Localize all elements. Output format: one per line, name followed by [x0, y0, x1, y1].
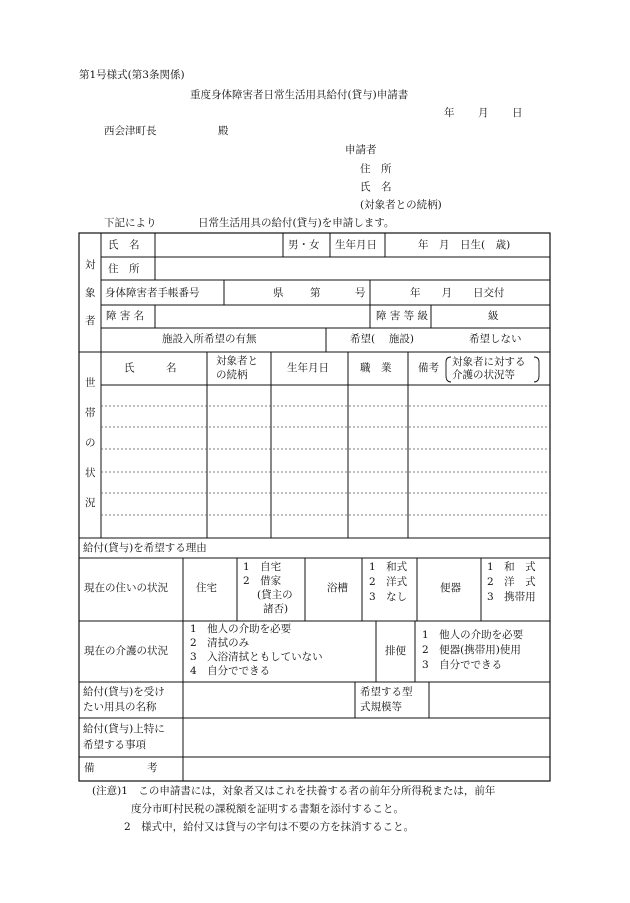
house-opt-1: 1 自宅 — [243, 561, 282, 573]
house-label: 住宅 — [196, 582, 217, 594]
bath-opt-3: 3 なし — [369, 591, 408, 603]
subject-address-label: 住 所 — [108, 263, 140, 275]
subject-name-label: 氏 名 — [108, 239, 140, 251]
toilet-opt-1: 1 和 式 — [487, 561, 536, 573]
care-opt-1: 1 他人の介助を必要 — [190, 623, 292, 635]
house-opt-3: (貸主の — [257, 589, 293, 601]
subject-side-1: 対 — [85, 259, 96, 271]
item-label-2: たい用具の名称 — [83, 701, 157, 713]
form-number: 第1号様式(第3条関係) — [79, 69, 185, 81]
house-opt-2: 2 借家 — [243, 575, 282, 587]
subject-side-2: 象 — [85, 287, 96, 299]
household-col-name: 氏 名 — [124, 362, 177, 374]
applicant-relation-label: (対象者との続柄) — [360, 199, 442, 211]
household-side-4: 状 — [85, 467, 96, 479]
household-col-notes-sub-2: 介護の状況等 — [452, 369, 515, 381]
toilet-opt-3: 3 携帯用 — [487, 591, 536, 603]
facility-not: 希望しない — [469, 333, 522, 345]
facility-label: 施設入所希望の有無 — [162, 333, 257, 345]
item-label-1: 給付(貸与)を受け — [83, 686, 165, 698]
special-label-2: 希望する事項 — [83, 739, 146, 751]
household-col-birth: 生年月日 — [287, 362, 329, 374]
subject-birth-label: 生年月日 — [335, 239, 377, 251]
care-label: 現在の介護の状況 — [84, 645, 168, 657]
care-opt-3: 3 入浴清拭ともしていない — [190, 651, 323, 663]
subject-birth-value: 年 月 日生( 歳) — [418, 239, 511, 251]
honorific: 殿 — [218, 125, 229, 137]
excretion-opt-2: 2 便器(携帯用)使用 — [422, 644, 521, 656]
subject-gender: 男・女 — [288, 239, 320, 251]
date-year: 年 — [444, 107, 455, 119]
excretion-opt-3: 3 自分でできる — [422, 659, 503, 671]
facility-want: 希望( 施設) — [350, 333, 415, 345]
handbook-issue-date: 年 月 日交付 — [410, 287, 505, 299]
house-opt-4: 諸否) — [263, 603, 289, 615]
applicant-name-label: 氏 名 — [360, 181, 392, 193]
request-suffix: 日常生活用具の給付(貸与)を申請します。 — [198, 217, 395, 229]
date-month: 月 — [478, 107, 489, 119]
reason-label: 給付(貸与)を希望する理由 — [83, 542, 207, 554]
model-label-2: 式規模等 — [360, 701, 402, 713]
household-col-relation-2: の続柄 — [216, 369, 248, 381]
household-side-1: 世 — [85, 377, 96, 389]
note-line-2: 度分市町村民税の課税額を証明する書類を添付すること。 — [131, 803, 404, 815]
household-side-2: 帯 — [85, 407, 96, 419]
note-line-3: 2 様式中，給付又は貸与の字句は不要の方を抹消すること。 — [124, 821, 415, 833]
form-title: 重度身体障害者日常生活用具給付(貸与)申請書 — [190, 89, 409, 101]
request-prefix: 下記により — [104, 217, 157, 229]
disability-grade-label: 障 害 等 級 — [376, 310, 429, 322]
toilet-label: 便器 — [440, 582, 461, 594]
model-label-1: 希望する型 — [360, 686, 413, 698]
remarks-label: 備 考 — [84, 762, 158, 774]
care-opt-2: 2 清拭のみ — [190, 637, 250, 649]
household-side-3: の — [85, 437, 96, 449]
excretion-label: 排便 — [385, 645, 406, 657]
household-side-5: 況 — [85, 497, 96, 509]
household-col-notes-sub-1: 対象者に対する — [452, 356, 526, 368]
addressee: 西会津町長 — [104, 125, 157, 137]
bath-label: 浴槽 — [327, 582, 348, 594]
handbook-label: 身体障害者手帳番号 — [105, 287, 200, 299]
note-line-1: (注意)1 この申請書には，対象者又はこれを扶養する者の前年分所得税または，前年 — [92, 785, 496, 797]
disability-name-label: 障 害 名 — [106, 310, 145, 322]
handbook-gou: 号 — [355, 287, 366, 299]
care-opt-4: 4 自分でできる — [190, 665, 271, 677]
excretion-opt-1: 1 他人の介助を必要 — [422, 629, 524, 641]
subject-side-3: 者 — [85, 315, 96, 327]
applicant-label: 申請者 — [345, 144, 377, 156]
handbook-pref: 県 — [273, 287, 284, 299]
handbook-dai: 第 — [310, 287, 321, 299]
bath-opt-2: 2 洋式 — [369, 576, 408, 588]
date-day: 日 — [512, 107, 523, 119]
household-col-relation-1: 対象者と — [216, 355, 258, 367]
household-col-job: 職 業 — [360, 362, 392, 374]
disability-grade-unit: 級 — [488, 310, 499, 322]
toilet-opt-2: 2 洋 式 — [487, 576, 536, 588]
housing-label: 現在の住いの状況 — [84, 582, 168, 594]
special-label-1: 給付(貸与)上特に — [83, 723, 165, 735]
bath-opt-1: 1 和式 — [369, 561, 408, 573]
household-col-notes: 備考 — [418, 362, 439, 374]
applicant-address-label: 住 所 — [360, 163, 392, 175]
